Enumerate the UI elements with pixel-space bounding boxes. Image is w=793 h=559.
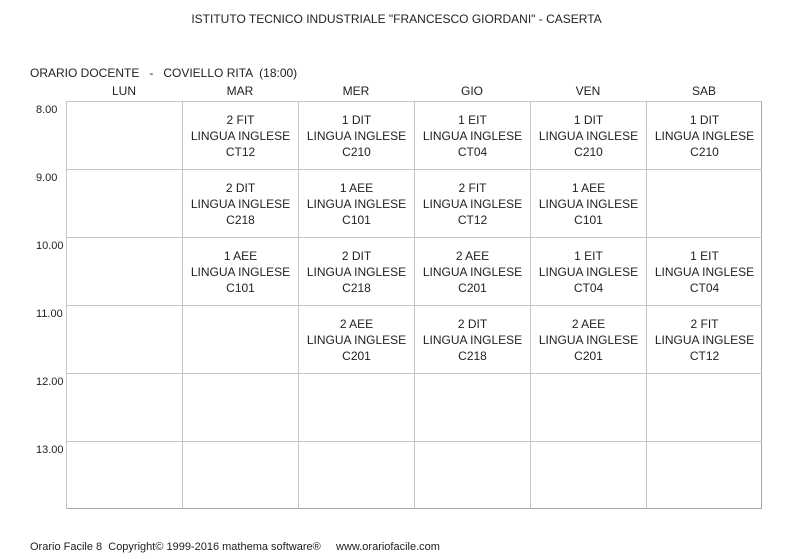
schedule-cell	[414, 101, 530, 169]
lesson-subject: LINGUA INGLESE	[422, 333, 523, 347]
lesson-room: C218	[458, 349, 487, 363]
lesson-room: C218	[226, 213, 255, 227]
schedule-cell	[182, 169, 298, 237]
schedule-cell	[66, 305, 182, 373]
lesson-class: 2 FIT	[690, 317, 719, 331]
schedule-cell	[530, 101, 646, 169]
day-header: LUN	[111, 84, 136, 98]
lesson-subject: LINGUA INGLESE	[306, 197, 407, 211]
schedule-cell	[298, 441, 414, 509]
lesson-class: 2 AEE	[455, 249, 490, 263]
lesson-subject: LINGUA INGLESE	[422, 129, 523, 143]
schedule-cell	[414, 441, 530, 509]
schedule-cell	[646, 441, 762, 509]
lesson-room: C101	[342, 213, 371, 227]
lesson-class: 2 AEE	[571, 317, 606, 331]
lesson-subject: LINGUA INGLESE	[190, 197, 291, 211]
lesson-subject: LINGUA INGLESE	[538, 129, 639, 143]
time-label: 12.00	[36, 376, 64, 388]
schedule-cell	[66, 169, 182, 237]
lesson-class: 2 DIT	[457, 317, 488, 331]
lesson-class: 1 EIT	[690, 249, 719, 263]
lesson-subject: LINGUA INGLESE	[306, 129, 407, 143]
time-label: 13.00	[36, 444, 64, 456]
lesson-subject: LINGUA INGLESE	[538, 333, 639, 347]
lesson-class: 1 AEE	[571, 181, 606, 195]
lesson-room: C218	[342, 281, 371, 295]
lesson-class: 1 DIT	[341, 113, 372, 127]
schedule-cell	[66, 237, 182, 305]
day-header: MAR	[226, 84, 254, 98]
schedule-cell	[298, 373, 414, 441]
time-label: 9.00	[36, 172, 58, 184]
schedule-cell	[182, 373, 298, 441]
day-header: VEN	[575, 84, 601, 98]
lesson-room: C201	[342, 349, 371, 363]
schedule-cell	[414, 237, 530, 305]
lesson-subject: LINGUA INGLESE	[422, 265, 523, 279]
schedule-cell	[298, 169, 414, 237]
day-header: MER	[342, 84, 370, 98]
lesson-subject: LINGUA INGLESE	[190, 265, 291, 279]
schedule-cell	[66, 101, 182, 169]
lesson-class: 2 DIT	[225, 181, 256, 195]
footer-copyright: Orario Facile 8 Copyright© 1999-2016 mathema software® www.orariofacile.com	[30, 541, 440, 553]
schedule-cell	[182, 305, 298, 373]
schedule-cell	[66, 441, 182, 509]
schedule-cell	[414, 305, 530, 373]
schedule-cell	[530, 169, 646, 237]
lesson-class: 2 DIT	[341, 249, 372, 263]
time-label: 8.00	[36, 104, 58, 116]
schedule-cell	[414, 169, 530, 237]
lesson-room: CT04	[457, 145, 488, 159]
schedule-cell	[182, 237, 298, 305]
lesson-room: C201	[458, 281, 487, 295]
schedule-cell	[298, 101, 414, 169]
schedule-cell	[530, 305, 646, 373]
lesson-subject: LINGUA INGLESE	[538, 197, 639, 211]
lesson-subject: LINGUA INGLESE	[654, 333, 755, 347]
school-title: ISTITUTO TECNICO INDUSTRIALE "FRANCESCO GIORDANI" - CASERTA	[191, 12, 602, 26]
lesson-subject: LINGUA INGLESE	[190, 129, 291, 143]
lesson-room: CT04	[689, 281, 720, 295]
time-label: 10.00	[36, 240, 64, 252]
schedule-cell	[182, 441, 298, 509]
schedule-cell	[646, 101, 762, 169]
lesson-class: 1 AEE	[339, 181, 374, 195]
schedule-cell	[298, 305, 414, 373]
lesson-class: 1 AEE	[223, 249, 258, 263]
time-label: 11.00	[36, 308, 63, 320]
schedule-cell	[646, 169, 762, 237]
lesson-class: 1 DIT	[689, 113, 720, 127]
lesson-subject: LINGUA INGLESE	[654, 129, 755, 143]
lesson-subject: LINGUA INGLESE	[422, 197, 523, 211]
schedule-cell	[414, 373, 530, 441]
lesson-subject: LINGUA INGLESE	[306, 333, 407, 347]
lesson-class: 2 AEE	[339, 317, 374, 331]
timetable-grid	[66, 101, 762, 509]
lesson-room: C101	[226, 281, 255, 295]
schedule-cell	[298, 237, 414, 305]
schedule-cell	[66, 373, 182, 441]
schedule-cell	[530, 373, 646, 441]
lesson-class: 1 DIT	[573, 113, 604, 127]
teacher-line: ORARIO DOCENTE - COVIELLO RITA (18:00)	[30, 66, 298, 80]
lesson-room: CT12	[689, 349, 720, 363]
schedule-cell	[530, 237, 646, 305]
schedule-cell	[182, 101, 298, 169]
lesson-room: C210	[574, 145, 603, 159]
lesson-subject: LINGUA INGLESE	[538, 265, 639, 279]
lesson-room: CT12	[225, 145, 256, 159]
lesson-room: C210	[342, 145, 371, 159]
lesson-class: 1 EIT	[574, 249, 603, 263]
lesson-room: CT04	[573, 281, 604, 295]
schedule-cell	[646, 305, 762, 373]
schedule-cell	[530, 441, 646, 509]
day-header: SAB	[691, 84, 716, 98]
lesson-subject: LINGUA INGLESE	[654, 265, 755, 279]
lesson-room: C201	[574, 349, 603, 363]
schedule-cell	[646, 373, 762, 441]
lesson-room: C101	[574, 213, 603, 227]
lesson-class: 1 EIT	[458, 113, 487, 127]
day-header: GIO	[460, 84, 483, 98]
lesson-room: C210	[690, 145, 719, 159]
lesson-subject: LINGUA INGLESE	[306, 265, 407, 279]
lesson-class: 2 FIT	[458, 181, 487, 195]
lesson-class: 2 FIT	[226, 113, 255, 127]
lesson-room: CT12	[457, 213, 488, 227]
schedule-cell	[646, 237, 762, 305]
